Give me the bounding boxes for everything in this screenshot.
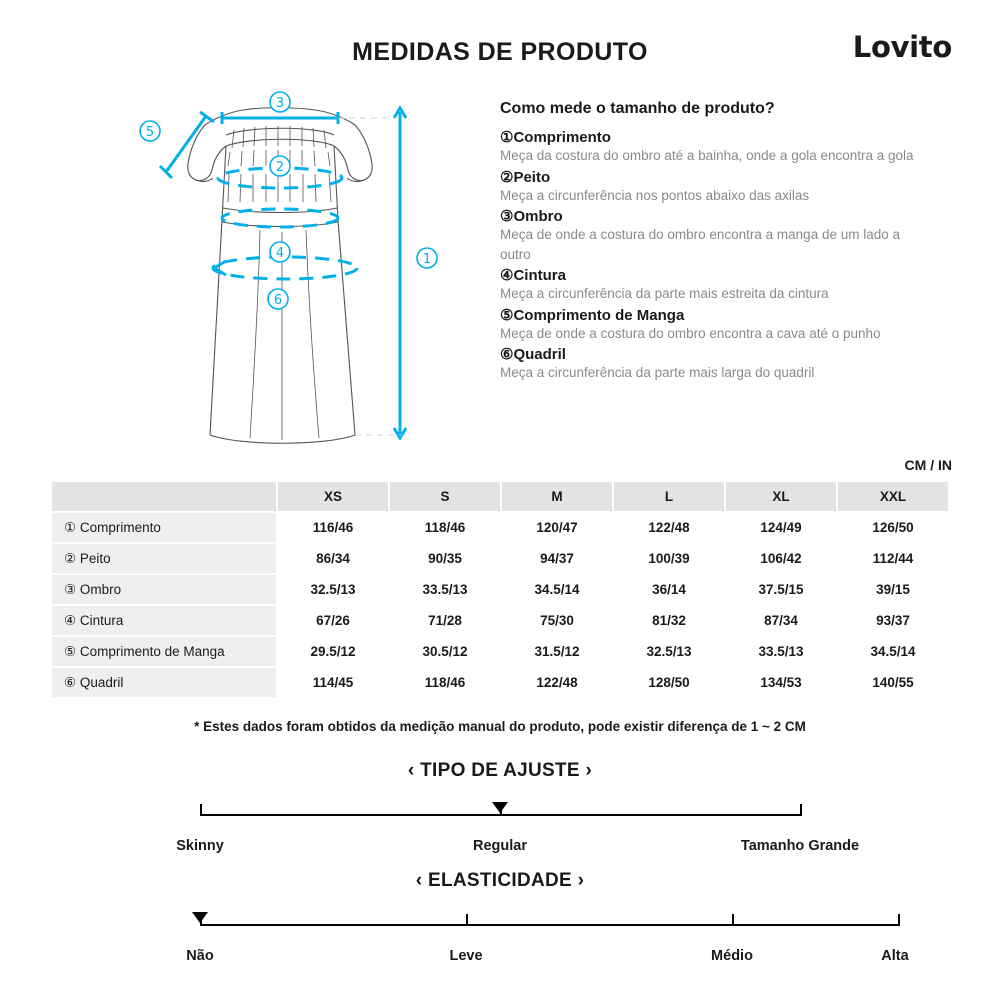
cell-value: 39/15 bbox=[837, 574, 949, 605]
fit-label-large: Tamanho Grande bbox=[740, 838, 860, 854]
row-label: ④ Cintura bbox=[51, 605, 277, 636]
cell-value: 140/55 bbox=[837, 667, 949, 698]
row-label: ② Peito bbox=[51, 543, 277, 574]
measurement-instructions bbox=[500, 100, 930, 385]
cell-value: 32.5/13 bbox=[277, 574, 389, 605]
svg-text:4: 4 bbox=[275, 246, 285, 261]
svg-text:6: 6 bbox=[273, 293, 283, 308]
table-row bbox=[51, 574, 949, 605]
cell-value: 71/28 bbox=[389, 605, 501, 636]
elasticity-scale bbox=[100, 902, 900, 948]
instruction-heading bbox=[500, 345, 930, 363]
instruction-text: Meça de onde a costura do ombro encontra a manga de um lado a outro bbox=[500, 227, 901, 262]
instruction-number: ③ bbox=[500, 208, 514, 226]
size-table bbox=[50, 480, 950, 699]
garment-diagram bbox=[110, 90, 460, 460]
table-row bbox=[51, 636, 949, 667]
scale-tick bbox=[466, 914, 468, 926]
instruction-name: Ombro bbox=[513, 208, 563, 226]
cell-value: 128/50 bbox=[613, 667, 725, 698]
table-row bbox=[51, 667, 949, 698]
instruction-text: Meça da costura do ombro até a bainha, onde a gola encontra a gola bbox=[500, 148, 914, 163]
cell-value: 106/42 bbox=[725, 543, 837, 574]
elasticity-marker bbox=[192, 912, 208, 923]
row-label: ① Comprimento bbox=[51, 512, 277, 543]
instruction-item bbox=[500, 168, 930, 206]
cell-value: 120/47 bbox=[501, 512, 613, 543]
elasticity-section bbox=[0, 870, 1000, 972]
cell-value: 112/44 bbox=[837, 543, 949, 574]
cell-value: 37.5/15 bbox=[725, 574, 837, 605]
row-label: ⑥ Quadril bbox=[51, 667, 277, 698]
header bbox=[0, 0, 1000, 80]
table-col-xl: XL bbox=[725, 481, 837, 512]
table-corner-cell bbox=[51, 481, 277, 512]
cell-value: 33.5/13 bbox=[725, 636, 837, 667]
instruction-item bbox=[500, 207, 930, 264]
row-label: ⑤ Comprimento de Manga bbox=[51, 636, 277, 667]
elasticity-label-light: Leve bbox=[449, 948, 483, 964]
cell-value: 29.5/12 bbox=[277, 636, 389, 667]
instruction-heading bbox=[500, 207, 930, 225]
instructions-title: Como mede o tamanho de produto? bbox=[500, 100, 775, 117]
table-header-row bbox=[51, 481, 949, 512]
instruction-text: Meça a circunferência nos pontos abaixo das axilas bbox=[500, 187, 810, 203]
instruction-name: Peito bbox=[513, 168, 551, 186]
cell-value: 90/35 bbox=[389, 543, 501, 574]
measurement-guide-section bbox=[0, 80, 1000, 465]
scale-tick bbox=[200, 804, 202, 816]
scale-tick bbox=[732, 914, 734, 926]
cell-value: 34.5/14 bbox=[837, 636, 949, 667]
cell-value: 93/37 bbox=[837, 605, 949, 636]
scale-axis bbox=[200, 924, 900, 926]
cell-value: 100/39 bbox=[613, 543, 725, 574]
elasticity-labels bbox=[100, 948, 909, 972]
instruction-name: Quadril bbox=[513, 346, 566, 364]
cell-value: 86/34 bbox=[277, 543, 389, 574]
fit-type-marker bbox=[492, 802, 508, 813]
table-col-s: S bbox=[389, 481, 501, 512]
size-table-container bbox=[0, 480, 1000, 699]
measurement-note: * Estes dados foram obtidos da medição manual do produto, pode existir diferença de 1 ~ 2 CM bbox=[194, 719, 806, 734]
table-col-xs: XS bbox=[277, 481, 389, 512]
cell-value: 67/26 bbox=[277, 605, 389, 636]
cell-value: 30.5/12 bbox=[389, 636, 501, 667]
fit-type-scale bbox=[100, 792, 900, 838]
cell-value: 118/46 bbox=[389, 667, 501, 698]
instruction-name: Comprimento bbox=[513, 129, 611, 146]
cell-value: 75/30 bbox=[501, 605, 613, 636]
instruction-heading bbox=[500, 306, 930, 324]
cell-value: 36/14 bbox=[613, 574, 725, 605]
table-col-l: L bbox=[613, 481, 725, 512]
elasticity-label-high: Alta bbox=[881, 948, 909, 964]
cell-value: 34.5/14 bbox=[501, 574, 613, 605]
cell-value: 32.5/13 bbox=[613, 636, 725, 667]
cell-value: 31.5/12 bbox=[501, 636, 613, 667]
brand-logo: Lovito bbox=[852, 30, 952, 64]
instruction-text: Meça a circunferência da parte mais larga do quadril bbox=[500, 365, 815, 381]
cell-value: 122/48 bbox=[613, 512, 725, 543]
elasticity-label-none: Não bbox=[186, 948, 214, 964]
cell-value: 126/50 bbox=[837, 512, 949, 543]
fit-type-title: ‹ TIPO DE AJUSTE › bbox=[407, 760, 593, 781]
cell-value: 114/45 bbox=[277, 667, 389, 698]
fit-label-skinny: Skinny bbox=[176, 838, 224, 854]
instruction-heading bbox=[500, 168, 930, 186]
instruction-item bbox=[500, 128, 930, 166]
cell-value: 116/46 bbox=[277, 512, 389, 543]
instruction-item bbox=[500, 266, 930, 304]
table-row bbox=[51, 543, 949, 574]
fit-label-regular: Regular bbox=[473, 838, 527, 854]
cell-value: 94/37 bbox=[501, 543, 613, 574]
svg-text:1: 1 bbox=[422, 252, 432, 267]
cell-value: 33.5/13 bbox=[389, 574, 501, 605]
instruction-number: ⑤ bbox=[500, 306, 514, 324]
fit-type-section bbox=[0, 760, 1000, 862]
table-row bbox=[51, 512, 949, 543]
instruction-number: ② bbox=[500, 168, 514, 186]
cell-value: 122/48 bbox=[501, 667, 613, 698]
instruction-text: Meça de onde a costura do ombro encontra a cava até o punho bbox=[500, 325, 881, 341]
cell-value: 81/32 bbox=[613, 605, 725, 636]
instruction-number: ① bbox=[500, 129, 514, 146]
instruction-number: ④ bbox=[500, 267, 514, 285]
instruction-name: Cintura bbox=[513, 267, 566, 285]
svg-text:5: 5 bbox=[145, 125, 155, 140]
cell-value: 118/46 bbox=[389, 512, 501, 543]
svg-text:2: 2 bbox=[275, 160, 285, 175]
table-col-xxl: XXL bbox=[837, 481, 949, 512]
units-label: CM / IN bbox=[904, 457, 952, 473]
fit-type-labels bbox=[100, 838, 900, 862]
elasticity-title: ‹ ELASTICIDADE › bbox=[415, 870, 585, 891]
instruction-heading bbox=[500, 266, 930, 284]
instruction-item bbox=[500, 345, 930, 383]
page-title: MEDIDAS DE PRODUTO bbox=[352, 38, 648, 66]
svg-text:3: 3 bbox=[275, 96, 285, 111]
table-col-m: M bbox=[501, 481, 613, 512]
elasticity-label-medium: Médio bbox=[711, 948, 753, 964]
cell-value: 87/34 bbox=[725, 605, 837, 636]
instruction-number: ⑥ bbox=[500, 346, 514, 364]
instruction-name: Comprimento de Manga bbox=[513, 306, 685, 324]
cell-value: 134/53 bbox=[725, 667, 837, 698]
instruction-text: Meça a circunferência da parte mais estreita da cintura bbox=[500, 286, 829, 302]
scale-tick bbox=[800, 804, 802, 816]
table-row bbox=[51, 605, 949, 636]
cell-value: 124/49 bbox=[725, 512, 837, 543]
scale-tick bbox=[898, 914, 900, 926]
instruction-heading bbox=[500, 128, 930, 146]
row-label: ③ Ombro bbox=[51, 574, 277, 605]
instruction-item bbox=[500, 306, 930, 344]
